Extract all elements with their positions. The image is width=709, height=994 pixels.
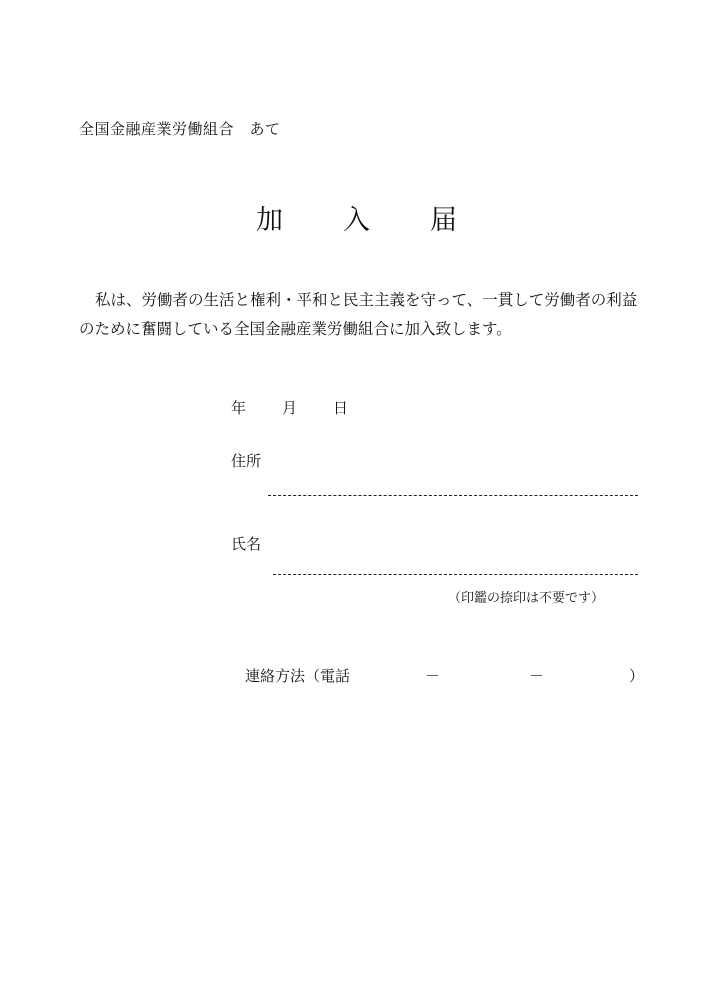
address-field-line[interactable]	[268, 495, 638, 496]
title-char-2: 入	[343, 205, 370, 236]
addressee: 全国金融産業労働組合 あて	[79, 120, 281, 138]
phone-separator-2: －	[529, 667, 545, 685]
year-label: 年	[231, 399, 247, 417]
name-label: 氏名	[231, 535, 262, 553]
phone-separator-1: －	[425, 667, 441, 685]
declaration-line-1: 私は、労働者の生活と権利・平和と民主主義を守って、一貫して労働者の利益	[95, 291, 638, 309]
contact-label: 連絡方法（電話	[245, 667, 351, 685]
month-label: 月	[282, 399, 298, 417]
day-label: 日	[333, 399, 349, 417]
date-row	[231, 397, 348, 418]
declaration-line-2: のために奮闘している全国金融産業労働組合に加入致します。	[79, 320, 512, 338]
title-char-3: 届	[430, 205, 457, 236]
address-label: 住所	[231, 452, 262, 470]
name-field-line[interactable]	[273, 574, 638, 575]
form-title	[256, 198, 457, 237]
contact-closing: ）	[629, 667, 645, 685]
seal-note: （印鑑の捺印は不要です）	[448, 591, 605, 606]
title-char-1: 加	[256, 205, 283, 236]
declaration-text	[79, 286, 649, 344]
